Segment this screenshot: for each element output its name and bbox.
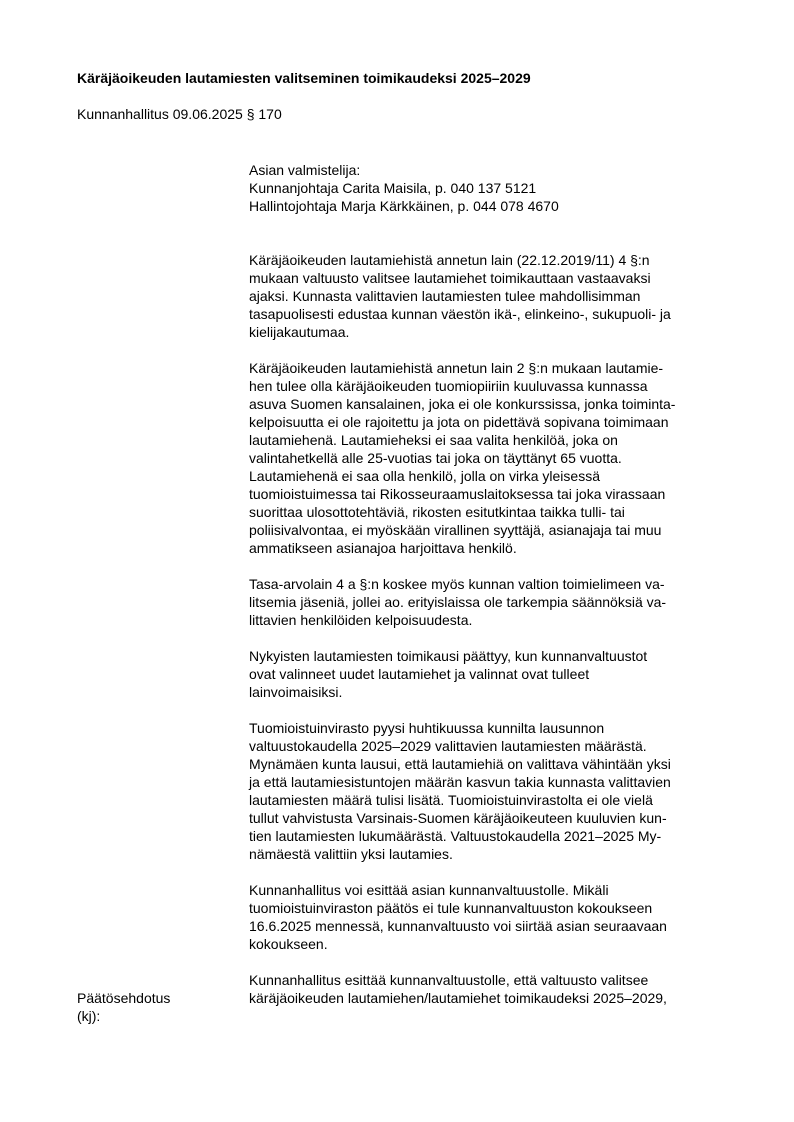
- paragraph-line: mukaan valtuusto valitsee lautamiehet toimikauttaan vastaavaksi: [249, 270, 651, 286]
- paragraph-lausunto: [249, 719, 739, 863]
- paragraph-line: Lautamiehenä ei saa olla henkilö, jolla on virka yleisessä: [249, 468, 600, 484]
- paragraph-line: Nykyisten lautamiesten toimikausi päättyy, kun kunnanvaltuustot: [249, 648, 648, 664]
- paragraph-line: littavien henkilöiden kelpoisuudesta.: [249, 612, 473, 628]
- paragraph-line: 16.6.2025 mennessä, kunnanvaltuusto voi siirtää asian seuraavaan: [249, 918, 667, 934]
- document-body: [249, 161, 739, 1007]
- paragraph-line: Kunnanhallitus voi esittää asian kunnanvaltuustolle. Mikäli: [249, 882, 609, 898]
- meeting-reference: Kunnanhallitus 09.06.2025 § 170: [77, 106, 282, 122]
- paragraph-line: kielijakautumaa.: [249, 324, 350, 340]
- proposal-label-line: Päätösehdotus: [77, 990, 171, 1006]
- paragraph-kelpoisuus: [249, 359, 739, 557]
- paragraph-line: kelpoisuutta ei ole rajoitettu ja jota on pidettävä sopivana toimimaan: [249, 414, 669, 430]
- paragraph-line: valintahetkellä alle 25-vuotias tai joka on täyttänyt 65 vuotta.: [249, 450, 622, 466]
- proposal-text: [249, 971, 739, 1007]
- proposal-line: Kunnanhallitus esittää kunnanvaltuustolle, että valtuusto valitsee: [249, 972, 649, 988]
- paragraph-tasa-arvolaki: [249, 575, 739, 629]
- preparers-heading: Asian valmistelija:: [249, 162, 361, 178]
- paragraph-line: Käräjäoikeuden lautamiehistä annetun lain (22.12.2019/11) 4 §:n: [249, 252, 650, 268]
- proposal-label: [77, 989, 170, 1025]
- paragraph-line: Käräjäoikeuden lautamiehistä annetun lain 2 §:n mukaan lautamie-: [249, 360, 664, 376]
- paragraph-line: poliisivalvontaa, ei myöskään virallinen syyttäjä, asianajaja tai muu: [249, 522, 662, 538]
- paragraph-line: tasapuolisesti edustaa kunnan väestön ikä-, elinkeino-, sukupuoli- ja: [249, 306, 671, 322]
- paragraph-line: ovat valinneet uudet lautamiehet ja valinnat ovat tulleet: [249, 666, 590, 682]
- paragraph-line: ammatikseen asianajoa harjoittava henkilö.: [249, 540, 517, 556]
- paragraph-line: kokoukseen.: [249, 936, 328, 952]
- paragraph-line: valtuustokaudella 2025–2029 valittavien lautamiesten määrästä.: [249, 738, 647, 754]
- paragraph-line: lautamiehenä. Lautamieheksi ei saa valita henkilöä, joka on: [249, 432, 618, 448]
- paragraph-line: tien lautamiesten lukumäärästä. Valtuustokaudella 2021–2025 My-: [249, 828, 662, 844]
- paragraph-line: ja että lautamiesistuntojen määrän kasvun takia kunnasta valittavien: [249, 774, 671, 790]
- paragraph-lautamiesten-valinta: [249, 251, 739, 341]
- proposal-label-line: (kj):: [77, 1008, 101, 1024]
- paragraph-line: litsemia jäseniä, jollei ao. erityislaissa ole tarkempia säännöksiä va-: [249, 594, 667, 610]
- paragraph-line: hen tulee olla käräjäoikeuden tuomiopiiriin kuuluvassa kunnassa: [249, 378, 648, 394]
- preparer-line: Kunnanjohtaja Carita Maisila, p. 040 137 5121: [249, 180, 537, 196]
- paragraph-line: suorittaa ulosottotehtäviä, rikosten esitutkintaa taikka tulli- tai: [249, 504, 625, 520]
- paragraph-line: nämäestä valittiin yksi lautamies.: [249, 846, 453, 862]
- paragraph-line: Tuomioistuinvirasto pyysi huhtikuussa kunnilta lausunnon: [249, 720, 605, 736]
- paragraph-line: lautamiesten määrä tulisi lisätä. Tuomioistuinvirastolta ei ole vielä: [249, 792, 653, 808]
- paragraph-line: asuva Suomen kansalainen, joka ei ole konkurssissa, jonka toiminta-: [249, 396, 676, 412]
- paragraph-line: lainvoimaisiksi.: [249, 684, 343, 700]
- preparers-block: [249, 161, 739, 215]
- document-title: Käräjäoikeuden lautamiesten valitseminen toimikaudeksi 2025–2029: [77, 70, 531, 86]
- paragraph-kasittely: [249, 881, 739, 953]
- paragraph-toimikausi: [249, 647, 739, 701]
- proposal-line: käräjäoikeuden lautamiehen/lautamiehet toimikaudeksi 2025–2029,: [249, 990, 667, 1006]
- paragraph-line: tullut vahvistusta Varsinais-Suomen käräjäoikeuteen kuuluvien kun-: [249, 810, 667, 826]
- preparer-line: Hallintojohtaja Marja Kärkkäinen, p. 044 078 4670: [249, 198, 559, 214]
- paragraph-line: tuomioistuimessa tai Rikosseuraamuslaitoksessa tai joka virassaan: [249, 486, 666, 502]
- paragraph-line: ajaksi. Kunnasta valittavien lautamiesten tulee mahdollisimman: [249, 288, 641, 304]
- paragraph-line: Mynämäen kunta lausui, että lautamiehiä on valittava vähintään yksi: [249, 756, 671, 772]
- paragraph-line: Tasa-arvolain 4 a §:n koskee myös kunnan valtion toimielimeen va-: [249, 576, 665, 592]
- paragraph-line: tuomioistuinviraston päätös ei tule kunnanvaltuuston kokoukseen: [249, 900, 653, 916]
